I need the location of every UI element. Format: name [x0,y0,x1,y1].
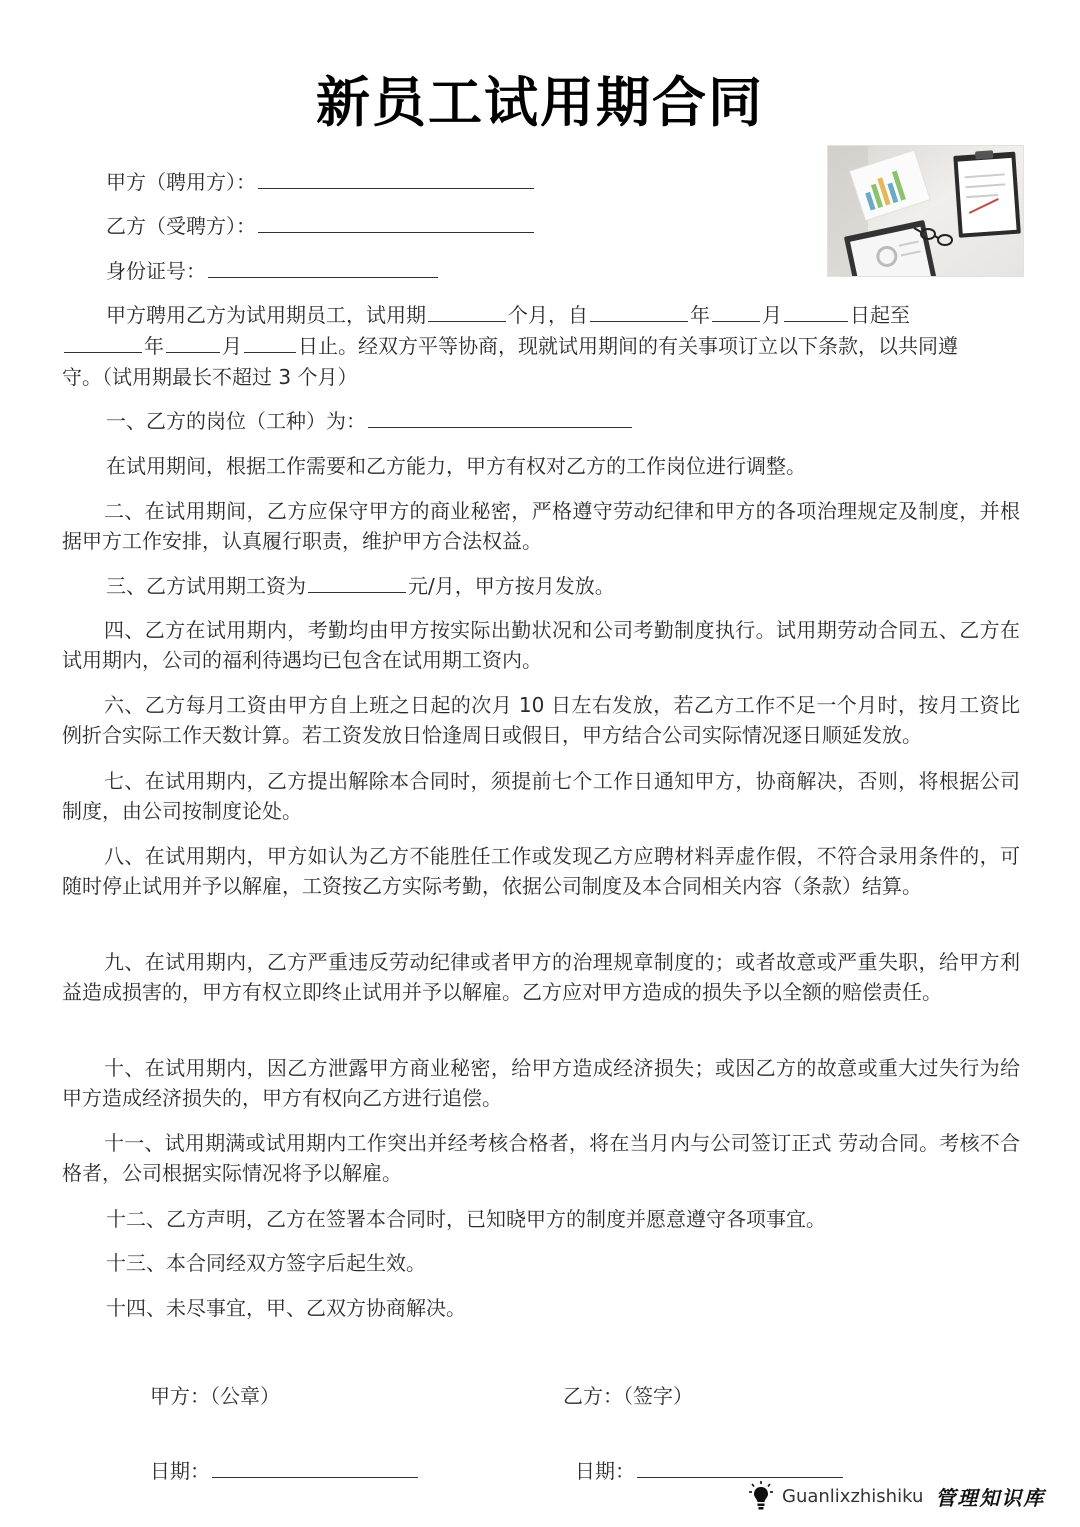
brand-chinese-name: 管理知识库 [935,1485,1046,1510]
end-month-field[interactable] [166,332,220,353]
clause-1-row [106,406,634,436]
party-b-field[interactable] [258,212,534,233]
intro-text-7: 月 [222,334,242,358]
end-day-field[interactable] [244,332,296,353]
clause-1-label: 一、乙方的岗位（工种）为： [106,409,366,433]
document-title: 新员工试用期合同 [316,71,764,134]
clause-1-note: 在试用期间，根据工作需要和乙方能力，甲方有权对乙方的工作岗位进行调整。 [106,454,806,478]
intro-text-5: 日起至 [850,303,910,327]
party-b-label: 乙方（受聘方）： [106,214,256,238]
brand-watermark [748,1478,1068,1514]
clause-10: 十、在试用期内，因乙方泄露甲方商业秘密，给甲方造成经济损失；或因乙方的故意或重大过失行为给甲方造成经济损失的，甲方有权向乙方进行追偿。 [62,1056,1020,1110]
clause-9: 九、在试用期内，乙方严重违反劳动纪律或者甲方的治理规章制度的；或者故意或严重失职，给甲方利益造成损害的，甲方有权立即终止试用并予以解雇。乙方应对甲方造成的损失予以全额的赔偿责任。 [62,950,1020,1004]
party-b-row [106,211,536,241]
clause-6: 六、乙方每月工资由甲方自上班之日起的次月 10 日左右发放，若乙方工作不足一个月时，按月工资比例折合实际工作天数计算。若工资发放日恰逢周日或假日，甲方结合公司实际情况逐日顺延发放。 [62,693,1020,747]
position-field[interactable] [368,407,632,428]
clause-11: 十一、试用期满或试用期内工作突出并经考核合格者，将在当月内与公司签订正式 劳动合同。考核不合格者，公司根据实际情况将予以解雇。 [62,1131,1020,1185]
signature-party-a: 甲方：（公章） [150,1384,280,1408]
end-year-field[interactable] [64,332,142,353]
clause-7: 七、在试用期内，乙方提出解除本合同时，须提前七个工作日通知甲方，协商解决，否则，将根据公司制度，由公司按制度论处。 [62,769,1020,823]
salary-field[interactable] [308,572,406,593]
start-month-field[interactable] [712,301,760,322]
brand-latin-name: Guanlixzhishiku [782,1485,924,1507]
intro-text-4: 月 [762,303,782,327]
clause-14: 十四、未尽事宜，甲、乙双方协商解决。 [106,1296,466,1320]
clause-3-row [106,571,615,601]
party-a-row [106,167,536,197]
clause-12: 十二、乙方声明，乙方在签署本合同时，已知晓甲方的制度并愿意遵守各项事宜。 [106,1207,826,1231]
signature-party-b: 乙方：（签字） [563,1384,693,1408]
desk-photo [827,145,1024,277]
clause-8: 八、在试用期内，甲方如认为乙方不能胜任工作或发现乙方应聘材料弄虚作假，不符合录用条件的，可随时停止试用并予以解雇，工资按乙方实际考勤，依据公司制度及本合同相关内容（条款）结算。 [62,844,1020,898]
intro-text-6: 年 [144,334,164,358]
start-day-field[interactable] [784,301,848,322]
date-a-field[interactable] [212,1457,418,1478]
lightbulb-icon [748,1480,774,1512]
date-b-label: 日期： [575,1459,635,1483]
desk-photo-illustration [828,146,1023,276]
id-number-label: 身份证号： [106,259,206,283]
party-a-field[interactable] [258,168,534,189]
intro-text-3: 年 [690,303,710,327]
intro-line-3: 守。（试用期最长不超过 3 个月） [62,365,358,389]
id-number-row [106,256,440,286]
clause-13: 十三、本合同经双方签字后起生效。 [106,1251,426,1275]
probation-months-field[interactable] [428,301,506,322]
date-a-row [150,1456,420,1486]
id-number-field[interactable] [208,257,438,278]
intro-line-1 [106,300,910,330]
date-a-label: 日期： [150,1459,210,1483]
clause-2: 二、在试用期间，乙方应保守甲方的商业秘密，严格遵守劳动纪律和甲方的各项治理规定及制度，并根据甲方工作安排，认真履行职责，维护甲方合法权益。 [62,499,1020,553]
clause-3-text-a: 三、乙方试用期工资为 [106,574,306,598]
intro-text-2: 个月，自 [508,303,588,327]
date-b-field[interactable] [637,1457,843,1478]
start-year-field[interactable] [590,301,688,322]
party-a-label: 甲方（聘用方）： [106,170,256,194]
intro-text-8: 日止。经双方平等协商，现就试用期间的有关事项订立以下条款，以共同遵 [298,334,958,358]
clause-3-text-b: 元/月，甲方按月发放。 [408,574,615,598]
intro-text-1: 甲方聘用乙方为试用期员工，试用期 [106,303,426,327]
clause-4: 四、乙方在试用期内，考勤均由甲方按实际出勤状况和公司考勤制度执行。试用期劳动合同五、乙方在试用期内，公司的福利待遇均已包含在试用期工资内。 [62,618,1020,672]
intro-line-2 [62,331,958,361]
